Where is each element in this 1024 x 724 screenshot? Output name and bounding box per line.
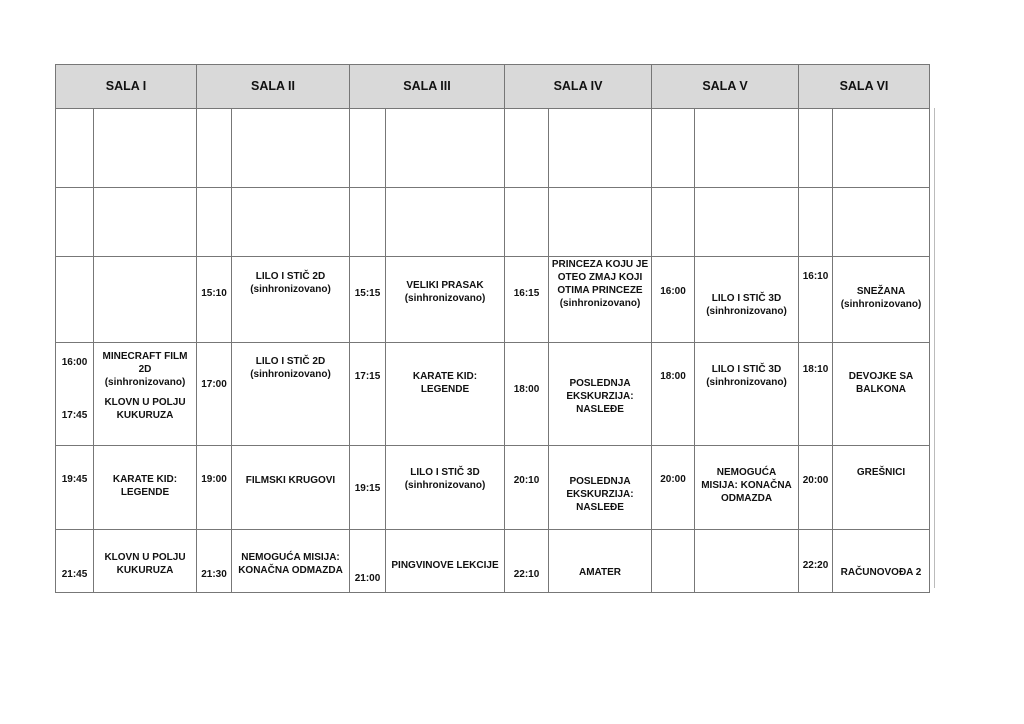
hall-header: SALA I — [56, 65, 197, 109]
showtime-cell — [799, 530, 833, 593]
show-time: 19:15 — [354, 483, 381, 494]
movie-cell — [695, 257, 799, 343]
movie-cell — [833, 446, 930, 530]
movie-cell — [94, 343, 197, 446]
schedule-table — [55, 64, 930, 593]
movie-title: LEGENDE — [420, 384, 470, 395]
hall-header: SALA II — [197, 65, 350, 109]
showtime-cell — [505, 530, 549, 593]
movie-title: FILMSKI KRUGOVI — [245, 475, 336, 486]
movie-cell — [549, 446, 652, 530]
show-time: 21:45 — [61, 569, 88, 580]
hall-header: SALA IV — [505, 65, 652, 109]
showtime-cell — [197, 257, 232, 343]
movie-cell — [386, 446, 505, 530]
movie-title: POSLEDNJA — [569, 378, 631, 389]
movie-cell — [386, 530, 505, 593]
movie-note: (sinhronizovano) — [404, 293, 486, 304]
movie-title: LILO I STIČ 2D — [255, 271, 326, 282]
show-time: 20:00 — [660, 474, 686, 485]
movie-cell — [232, 257, 350, 343]
movie-note: (sinhronizovano) — [706, 306, 787, 317]
movie-title: NEMOGUĆA — [716, 467, 777, 478]
movie-title: PRINCEZA KOJU JE — [551, 259, 649, 270]
movie-title: LILO I STIČ 3D — [410, 467, 480, 478]
showtime-cell — [652, 343, 695, 446]
header-row — [56, 65, 930, 109]
movie-cell — [549, 257, 652, 343]
show-time: 16:15 — [513, 288, 540, 299]
show-time: 16:10 — [802, 271, 829, 282]
showtime-cell — [350, 343, 386, 446]
showtime-cell — [652, 446, 695, 530]
movie-title: LILO I STIČ 2D — [255, 356, 326, 367]
showtime-cell — [197, 446, 232, 530]
movie-note: (sinhronizovano) — [559, 298, 641, 309]
movie-cell — [386, 257, 505, 343]
showtime-cell — [505, 446, 549, 530]
movie-title: POSLEDNJA — [569, 476, 631, 487]
show-time: 15:10 — [201, 288, 227, 299]
show-time: 17:45 — [61, 410, 88, 421]
movie-note: (sinhronizovano) — [404, 480, 486, 491]
movie-cell — [695, 343, 799, 446]
showtime-row — [56, 343, 930, 446]
movie-cell — [232, 343, 350, 446]
movie-title: VELIKI PRASAK — [406, 280, 484, 291]
show-time: 15:15 — [354, 288, 381, 299]
movie-title: RAČUNOVOĐA 2 — [840, 567, 922, 578]
show-time: 17:15 — [354, 371, 381, 382]
movie-title: KARATE KID: — [112, 474, 178, 485]
movie-title: KUKURUZA — [116, 565, 174, 576]
movie-title: KARATE KID: — [412, 371, 478, 382]
movie-title: EKSKURZIJA: — [566, 391, 634, 402]
movie-cell — [833, 257, 930, 343]
movie-title: SNEŽANA — [856, 286, 906, 297]
show-time: 18:00 — [660, 371, 686, 382]
showtime-cell — [197, 343, 232, 446]
show-time: 21:00 — [354, 573, 381, 584]
hall-header: SALA III — [350, 65, 505, 109]
movie-title: LEGENDE — [120, 487, 170, 498]
movie-title: AMATER — [578, 567, 622, 578]
showtime-row — [56, 530, 930, 593]
showtime-cell — [350, 257, 386, 343]
movie-title: GREŠNICI — [856, 467, 906, 478]
showtime-cell — [56, 530, 94, 593]
show-time: 19:45 — [61, 474, 88, 485]
movie-cell — [232, 446, 350, 530]
movie-title: LILO I STIČ 3D — [711, 293, 782, 304]
movie-title: KUKURUZA — [116, 410, 174, 421]
showtime-cell — [350, 530, 386, 593]
movie-cell — [549, 530, 652, 593]
movie-title: ODMAZDA — [720, 493, 773, 504]
show-time: 22:20 — [802, 560, 829, 571]
movie-note: (sinhronizovano) — [104, 377, 186, 388]
movie-title: NASLEĐE — [576, 502, 624, 513]
movie-cell — [232, 530, 350, 593]
movie-cell — [549, 343, 652, 446]
showtime-cell — [350, 446, 386, 530]
movie-cell — [94, 530, 197, 593]
movie-title: PINGVINOVE LEKCIJE — [391, 560, 499, 571]
movie-title: KONAČNA ODMAZDA — [238, 565, 343, 576]
show-time: 16:00 — [660, 286, 686, 297]
hall-header: SALA V — [652, 65, 799, 109]
movie-cell — [386, 343, 505, 446]
showtime-cell — [799, 343, 833, 446]
empty-row — [56, 109, 930, 188]
showtime-cell — [505, 343, 549, 446]
movie-title: EKSKURZIJA: — [566, 489, 634, 500]
show-time: 17:00 — [201, 379, 227, 390]
show-time: 20:00 — [802, 475, 829, 486]
showtime-cell — [652, 257, 695, 343]
show-time: 19:00 — [201, 474, 227, 485]
showtime-row — [56, 257, 930, 343]
movie-note: (sinhronizovano) — [250, 369, 331, 380]
hall-header: SALA VI — [799, 65, 930, 109]
showtime-row — [56, 446, 930, 530]
showtime-cell — [197, 530, 232, 593]
movie-title: MISIJA: KONAČNA — [701, 480, 792, 491]
movie-title: KLOVN U POLJU — [104, 552, 186, 563]
movie-cell — [94, 446, 197, 530]
movie-title: OTEO ZMAJ KOJI — [557, 272, 643, 283]
movie-title: MINECRAFT FILM — [102, 351, 188, 362]
movie-note: (sinhronizovano) — [706, 377, 787, 388]
show-time: 18:00 — [513, 384, 540, 395]
showtime-cell — [56, 343, 94, 446]
show-time: 16:00 — [61, 357, 88, 368]
movie-cell — [833, 530, 930, 593]
movie-title: OTIMA PRINCEZE — [557, 285, 643, 296]
movie-title: NEMOGUĆA MISIJA: — [241, 552, 340, 563]
show-time: 20:10 — [513, 475, 540, 486]
movie-title: LILO I STIČ 3D — [711, 364, 782, 375]
showtime-cell — [799, 446, 833, 530]
page-edge-line — [934, 108, 935, 588]
showtime-cell — [56, 446, 94, 530]
show-time: 21:30 — [201, 569, 227, 580]
movie-title: BALKONA — [856, 384, 906, 395]
movie-note: (sinhronizovano) — [250, 284, 331, 295]
movie-title: NASLEĐE — [576, 404, 624, 415]
movie-cell — [695, 446, 799, 530]
movie-title: DEVOJKE SA — [848, 371, 914, 382]
show-time: 18:10 — [802, 364, 829, 375]
showtime-cell — [505, 257, 549, 343]
movie-note: (sinhronizovano) — [840, 299, 922, 310]
show-time: 22:10 — [513, 569, 540, 580]
movie-cell — [833, 343, 930, 446]
empty-row — [56, 188, 930, 257]
movie-title: KLOVN U POLJU — [104, 397, 186, 408]
movie-title: 2D — [138, 364, 152, 375]
showtime-cell — [799, 257, 833, 343]
